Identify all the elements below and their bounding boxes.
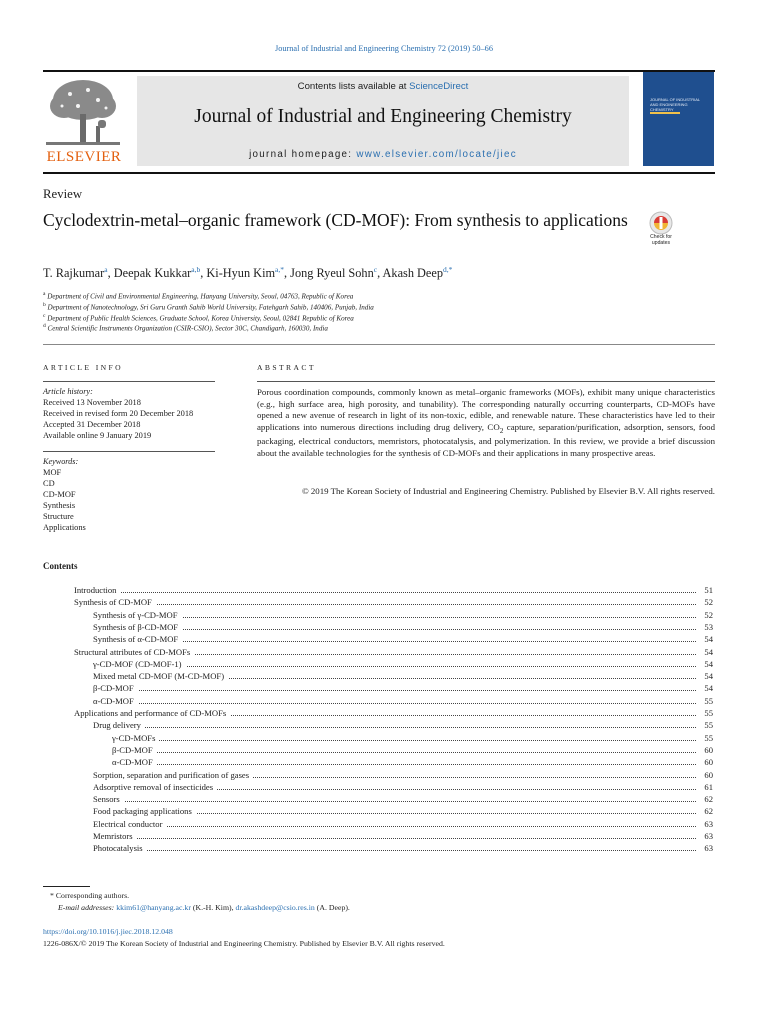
toc-entry[interactable]	[0, 683, 768, 695]
author-affiliation-sup[interactable]: c	[373, 265, 378, 274]
author-name[interactable]: Akash Deep	[382, 266, 443, 281]
toc-entry[interactable]	[0, 610, 768, 622]
affiliation-b	[43, 302, 374, 311]
abstract-text	[257, 387, 715, 459]
affiliation-text: Department of Public Health Sciences, Graduate School, Korea University, Seoul, 02841 Republic of Korea	[47, 314, 354, 323]
history-item: Accepted 31 December 2018	[43, 420, 141, 429]
toc-leader-dots	[97, 801, 696, 802]
toc-page-number: 54	[697, 634, 713, 644]
affiliation-a	[43, 291, 353, 300]
affiliation-d	[43, 323, 328, 332]
author-affiliation-sup[interactable]: a,*	[275, 265, 285, 274]
toc-entry[interactable]	[0, 843, 768, 855]
toc-entry[interactable]	[0, 634, 768, 646]
contents-prefix: Contents lists available at	[297, 81, 410, 92]
toc-leader-dots	[97, 703, 696, 704]
footnote-rule	[43, 886, 90, 887]
journal-citation-link[interactable]: Journal of Industrial and Engineering Chemistry 72 (2019) 50–66	[275, 44, 493, 53]
toc-page-number: 62	[697, 806, 713, 816]
journal-homepage-line	[137, 149, 629, 160]
homepage-prefix: journal homepage:	[249, 149, 357, 160]
toc-entry[interactable]	[0, 819, 768, 831]
doi-link[interactable]: https://doi.org/10.1016/j.jiec.2018.12.048	[43, 927, 173, 936]
contents-heading: Contents	[43, 561, 78, 571]
toc-page-number: 51	[697, 585, 713, 595]
affiliation-c	[43, 313, 354, 322]
abstract-copyright: © 2019 The Korean Society of Industrial and Engineering Chemistry. Published by Elsevier B.V. All rights reserved.	[301, 486, 715, 496]
toc-page-number: 54	[697, 647, 713, 657]
affiliation-key: d	[43, 323, 46, 329]
journal-homepage-link[interactable]: www.elsevier.com/locate/jiec	[356, 149, 517, 160]
toc-entry-title[interactable]: Electrical conductor	[93, 819, 166, 829]
toc-entry-title[interactable]: Food packaging applications	[93, 806, 196, 816]
author-name[interactable]: Jong Ryeul Sohn	[290, 266, 374, 281]
issn-copyright-line: 1226-086X/© 2019 The Korean Society of Industrial and Engineering Chemistry. Published by Elsevier B.V. All rights reserved.	[43, 939, 445, 948]
toc-entry-title[interactable]: Applications and performance of CD-MOFs	[74, 708, 230, 718]
section-divider	[43, 344, 715, 345]
abstract-body-1: Porous coordination compounds, commonly known as metal–organic frameworks (MOFs), exhibit many unique characteristics (e.g., high surface area, high porosity, and tunability). The corresponding naturally occurring counterparts, CD-MOFs have opened a new avenue of research in light of its non-toxic, edible, and renewable nature. These characteristics have led to their applications into numerous directions including drug delivery, CO	[257, 387, 715, 432]
toc-leader-dots	[97, 629, 696, 630]
toc-entry-title[interactable]: Mixed metal CD-MOF (M-CD-MOF)	[93, 671, 228, 681]
article-history-label: Article history:	[43, 387, 93, 396]
affiliation-text: Central Scientific Instruments Organization (CSIR-CSIO), Sector 30C, Chandigarh, 160030, India	[47, 324, 328, 333]
toc-leader-dots	[97, 727, 696, 728]
article-type-label: Review	[43, 187, 83, 201]
abstract-subscript: 2	[499, 425, 504, 435]
elsevier-wordmark: ELSEVIER	[46, 149, 122, 165]
journal-banner	[137, 76, 629, 166]
toc-entry[interactable]	[0, 708, 768, 720]
toc-page-number: 62	[697, 794, 713, 804]
toc-entry[interactable]	[0, 659, 768, 671]
author-name[interactable]: Deepak Kukkar	[113, 266, 192, 281]
author-affiliation-sup[interactable]: a,b	[191, 265, 201, 274]
toc-leader-dots	[97, 641, 696, 642]
history-item: Received 13 November 2018	[43, 398, 141, 407]
toc-page-number: 60	[697, 770, 713, 780]
toc-entry-title[interactable]: Synthesis of γ-CD-MOF	[93, 610, 182, 620]
toc-page-number: 61	[697, 782, 713, 792]
toc-leader-dots	[97, 666, 696, 667]
article-info-heading: ARTICLE INFO	[43, 363, 124, 372]
toc-entry-title[interactable]: Structural attributes of CD-MOFs	[74, 647, 194, 657]
toc-page-number: 53	[697, 622, 713, 632]
author-list	[43, 265, 452, 281]
author-separator: ,	[284, 266, 291, 281]
affiliation-text: Department of Nanotechnology, Sri Guru Granth Sahib World University, Fatehgarh Sahib, 140406, Punjab, India	[47, 303, 374, 312]
keyword: CD	[43, 479, 55, 488]
check-for-updates-label: Check for updates	[650, 234, 672, 246]
toc-entry[interactable]	[0, 733, 768, 745]
article-info-rule	[43, 451, 215, 452]
keyword: Structure	[43, 512, 74, 521]
sciencedirect-link[interactable]: ScienceDirect	[409, 81, 469, 92]
toc-entry-title[interactable]: Introduction	[74, 585, 120, 595]
toc-page-number: 52	[697, 610, 713, 620]
toc-page-number: 60	[697, 757, 713, 767]
toc-entry[interactable]	[0, 757, 768, 769]
toc-page-number: 55	[697, 720, 713, 730]
toc-entry-title[interactable]: Adsorptive removal of insecticides	[93, 782, 217, 792]
toc-leader-dots	[116, 740, 696, 741]
affiliation-key: c	[43, 313, 46, 319]
toc-leader-dots	[97, 850, 696, 851]
toc-entry-title[interactable]: γ-CD-MOFs	[112, 733, 159, 743]
toc-entry-title[interactable]: Synthesis of CD-MOF	[74, 597, 156, 607]
author-separator: ,	[200, 266, 207, 281]
history-item: Received in revised form 20 December 2018	[43, 409, 194, 418]
toc-entry[interactable]	[0, 671, 768, 683]
email-label: E-mail addresses:	[58, 903, 115, 912]
author-affiliation-sup[interactable]: a	[104, 265, 108, 274]
toc-entry-title[interactable]: Memristors	[93, 831, 137, 841]
toc-leader-dots	[116, 752, 696, 753]
author-name[interactable]: Ki-Hyun Kim	[206, 266, 276, 281]
cover-accent-bar	[650, 112, 680, 114]
keyword: Applications	[43, 523, 86, 532]
email-owner: (K.-H. Kim),	[190, 903, 236, 912]
toc-entry-title[interactable]: Sensors	[93, 794, 124, 804]
author-name[interactable]: T. Rajkumar	[43, 266, 105, 281]
toc-entry[interactable]	[0, 696, 768, 708]
cover-title: JOURNAL OF INDUSTRIAL AND ENGINEERING CHEMISTRY	[650, 97, 700, 112]
toc-entry[interactable]	[0, 585, 768, 597]
email-addresses	[58, 903, 350, 912]
toc-entry-title[interactable]: Photocatalysis	[93, 843, 147, 853]
toc-entry-title[interactable]: α-CD-MOF	[112, 757, 157, 767]
keyword: Synthesis	[43, 501, 76, 510]
toc-leader-dots	[78, 592, 696, 593]
email-link-kim[interactable]: kkim61@hanyang.ac.kr	[116, 903, 191, 912]
toc-entry[interactable]	[0, 597, 768, 609]
paper-title: Cyclodextrin-metal–organic framework (CD-MOF): From synthesis to applications	[43, 210, 628, 230]
toc-page-number: 54	[697, 683, 713, 693]
author-affiliation-sup[interactable]: d,*	[443, 265, 453, 274]
email-link-deep[interactable]: dr.akashdeep@csio.res.in	[235, 903, 315, 912]
toc-page-number: 63	[697, 831, 713, 841]
header-top-rule	[43, 70, 715, 72]
toc-leader-dots	[97, 826, 696, 827]
toc-page-number: 55	[697, 733, 713, 743]
toc-page-number: 63	[697, 843, 713, 853]
toc-leader-dots	[78, 604, 696, 605]
toc-entry-title[interactable]: Drug delivery	[93, 720, 145, 730]
toc-entry[interactable]	[0, 622, 768, 634]
toc-page-number: 55	[697, 708, 713, 718]
toc-entry[interactable]	[0, 720, 768, 732]
article-info-rule	[43, 381, 215, 382]
toc-entry[interactable]	[0, 782, 768, 794]
affiliation-key: b	[43, 302, 46, 308]
toc-page-number: 63	[697, 819, 713, 829]
journal-cover-thumbnail[interactable]	[643, 72, 714, 166]
abstract-rule	[257, 381, 715, 382]
toc-entry[interactable]	[0, 806, 768, 818]
toc-page-number: 54	[697, 659, 713, 669]
toc-leader-dots	[116, 764, 696, 765]
corresponding-note: * Corresponding authors.	[50, 891, 130, 900]
toc-entry-title[interactable]: β-CD-MOF	[112, 745, 157, 755]
toc-entry-title[interactable]: Sorption, separation and purification of gases	[93, 770, 253, 780]
toc-entry[interactable]	[0, 647, 768, 659]
abstract-body-2: capture, separation/purification, adsorption, sensors, food packaging, electrical conductors, memristors, photocatalysis, and polymerization. In this review, we provide a brief discussion about the available technologies for the synthesis of CD-MOFs and their applications in many prospective areas.	[257, 421, 715, 458]
toc-entry-title[interactable]: Synthesis of α-CD-MOF	[93, 634, 182, 644]
corresponding-text: Corresponding authors.	[55, 891, 130, 900]
toc-entry-title[interactable]: γ-CD-MOF (CD-MOF-1)	[93, 659, 186, 669]
toc-page-number: 52	[697, 597, 713, 607]
header-bottom-rule	[43, 172, 715, 174]
email-owner: (A. Deep).	[314, 903, 350, 912]
toc-entry-title[interactable]: β-CD-MOF	[93, 683, 138, 693]
toc-entry[interactable]	[0, 745, 768, 757]
journal-title: Journal of Industrial and Engineering Chemistry	[194, 106, 572, 127]
abstract-heading: ABSTRACT	[257, 363, 316, 372]
toc-entry-title[interactable]: Synthesis of β-CD-MOF	[93, 622, 182, 632]
toc-page-number: 55	[697, 696, 713, 706]
contents-available-line	[137, 81, 629, 92]
toc-entry[interactable]	[0, 794, 768, 806]
keywords-label: Keywords:	[43, 457, 79, 466]
affiliation-key: a	[43, 291, 46, 297]
toc-leader-dots	[97, 838, 696, 839]
affiliation-text: Department of Civil and Environmental Engineering, Hanyang University, Seoul, 04763, Republic of Korea	[47, 292, 354, 301]
history-item: Available online 9 January 2019	[43, 431, 152, 440]
toc-page-number: 60	[697, 745, 713, 755]
toc-entry-title[interactable]: α-CD-MOF	[93, 696, 138, 706]
toc-leader-dots	[97, 617, 696, 618]
author-separator: ,	[377, 266, 383, 281]
toc-entry[interactable]	[0, 831, 768, 843]
keyword: MOF	[43, 468, 62, 477]
toc-leader-dots	[97, 690, 696, 691]
author-separator: ,	[107, 266, 114, 281]
toc-page-number: 54	[697, 671, 713, 681]
keyword: CD-MOF	[43, 490, 76, 499]
toc-entry[interactable]	[0, 770, 768, 782]
